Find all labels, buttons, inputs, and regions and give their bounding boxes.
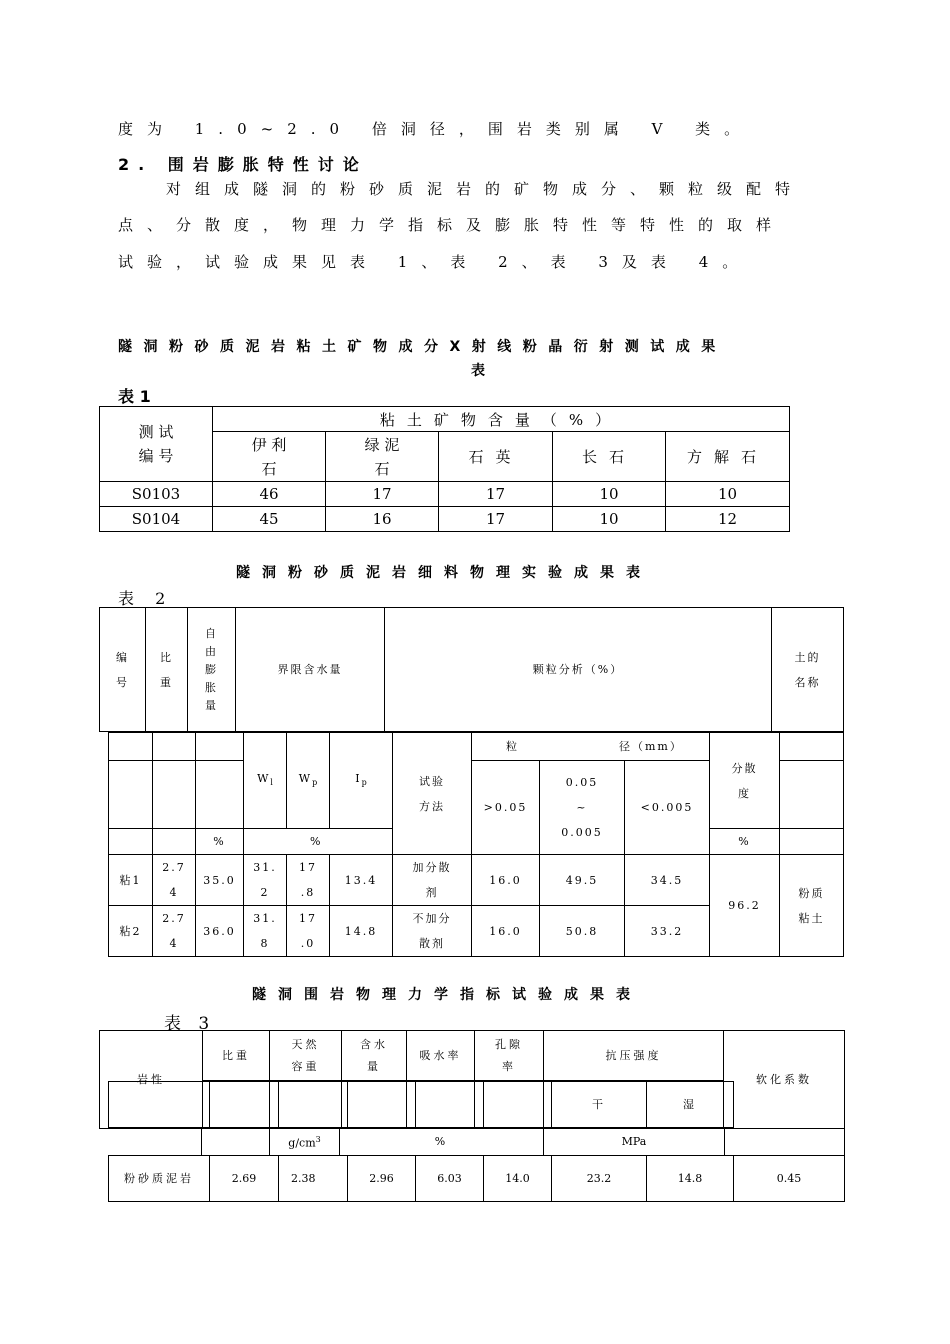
table3-h-soft: 软化系数 [724,1031,845,1129]
table2-cell: 49.5 [540,855,625,906]
table2-h-wp [287,733,330,829]
table2-cell: 50.8 [540,906,625,957]
table1-cell: S0104 [100,507,213,532]
table3-cell [279,1082,348,1128]
cell-text: 4 [169,886,179,899]
table2-h-grain: 颗粒分析（%） [385,608,772,732]
table3-cell [348,1082,416,1128]
table3-cell: 14.8 [647,1156,734,1202]
table1-cell: 10 [553,482,666,507]
header-text: 名称 [794,675,821,689]
table1-col-header: 长石 [553,432,666,482]
table2-cell: 36.0 [196,906,244,957]
header-text: 径（mm） [619,740,683,753]
table2-h-grain-size [472,733,710,761]
table3-cell [109,1082,210,1128]
header-text: 量 [205,698,218,712]
header-text: 伊 利 [251,435,287,454]
table2-h-disp [710,733,780,829]
table2-cell [393,855,472,906]
header-text: 方法 [419,799,445,813]
cell-text: 粘土 [798,911,825,925]
table3-units [201,1128,845,1156]
table3-h-sg: 比重 [203,1031,270,1081]
table3-unit: MPa [544,1129,725,1156]
table1-cell: 16 [326,507,439,532]
header-text: 孔隙 [495,1037,523,1051]
table2-h-g3: <0.005 [625,761,710,855]
table3-body [108,1155,845,1202]
table2-cell [153,855,196,906]
table3-h-rock: 岩性 [100,1031,203,1129]
table1-cell: 45 [213,507,326,532]
table3-h-water [342,1031,407,1081]
table1-col-header [213,432,326,482]
table1-label: 表 1 [118,387,151,406]
table2-cell [244,855,287,906]
unit-text: g/cm [288,1136,316,1150]
table2-unit: % [244,829,393,855]
table2-h-sg [146,608,188,732]
cell-text: 剂 [425,886,439,899]
table2-cell: 16.0 [472,906,540,957]
table3-h-absorb: 吸水率 [407,1031,475,1081]
header-text: 测 试 [138,423,174,441]
header-text: 容重 [291,1059,320,1073]
table2-cell: 34.5 [625,855,710,906]
table2-body [108,732,844,957]
table2-cell [153,829,196,855]
cell-text: 17 [299,861,317,874]
table2-h-num [100,608,146,732]
header-text: 试验 [419,774,445,788]
table2-h-g1: >0.05 [472,761,540,855]
table1-cell: 17 [326,482,439,507]
table2-header [99,607,844,732]
header-text: W [257,771,271,785]
paragraph-line: 点、分散度，物理力学指标及膨胀特性等特性的取样 [118,216,786,234]
table1-header-id [100,407,213,482]
table2-cell [196,761,244,829]
table2-h-name [772,608,844,732]
table2-h-wl [244,733,287,829]
header-text: 胀 [205,680,218,694]
header-text: 自 [205,626,218,640]
cell-text: 17 [299,912,317,925]
section-heading: 2. 围岩膨胀特性讨论 [118,155,368,174]
header-subscript: p [312,778,318,788]
cell-text: 散剂 [419,937,445,950]
cell-text: 8 [260,937,270,950]
header-text: 分散 [731,761,758,775]
table3-caption: 隧洞围岩物理力学指标试验成果表 [252,987,642,1003]
table3-cell [210,1082,279,1128]
table2-h-g2 [540,761,625,855]
table3-cell: 粉砂质泥岩 [109,1156,210,1202]
header-text: 含水 [360,1037,388,1051]
table2-cell [780,733,844,761]
table3-h-strength: 抗压强度 [544,1031,724,1081]
header-text: 土的 [794,650,821,664]
table3-unit [270,1129,340,1156]
header-subscript: p [361,778,367,788]
table1-col-header: 方解石 [666,432,790,482]
table1 [99,406,790,532]
table3-cell [202,1129,270,1156]
table1-cell: 12 [666,507,790,532]
table1-cell: S0103 [100,482,213,507]
table2-cell [109,733,153,761]
header-text: 号 [116,675,129,689]
header-text: 膨 [205,662,218,676]
table2-cell [153,761,196,829]
table3-h-dry: 干 [552,1082,647,1128]
paragraph-line: 度为 1.0~2.0 倍洞径，围岩类别属 V 类。 [118,120,754,138]
cell-text: .8 [300,886,316,899]
header-text: ~ [576,801,588,814]
table2-label: 表 2 [118,589,174,608]
table2-h-ip [330,733,393,829]
header-text: 编 号 [138,447,174,465]
table1-col-header [326,432,439,482]
table1-cell: 10 [666,482,790,507]
table2-unit: % [196,829,244,855]
table1-cell: 17 [439,507,553,532]
table2-unit: % [710,829,780,855]
table1-col-header: 石英 [439,432,553,482]
table1-cell: 17 [439,482,553,507]
table2-cell [287,906,330,957]
table2-cell: 粘2 [109,906,153,957]
table3-cell: 6.03 [416,1156,484,1202]
cell-text: 31. [253,861,277,874]
header-text: 0.05 [565,776,599,789]
header-text: I [355,771,362,785]
header-text: 0.005 [561,826,603,839]
table2-cell [109,829,153,855]
table2-cell [287,855,330,906]
table1-cell: 46 [213,482,326,507]
table2-cell: 13.4 [330,855,393,906]
table2-h-free [188,608,236,732]
cell-text: 粉质 [798,886,825,900]
table2-caption: 隧洞粉砂质泥岩细料物理实验成果表 [236,565,652,581]
table2-cell [244,906,287,957]
cell-text: .0 [300,937,316,950]
header-text: 编 [116,650,129,664]
table3-unit: % [340,1129,544,1156]
table3-cell: 14.0 [484,1156,552,1202]
table3-cell: 0.45 [734,1156,845,1202]
header-text: 量 [367,1059,381,1073]
table2-cell: 16.0 [472,855,540,906]
table2-soil-name [780,855,844,957]
table2-dispersion: 96.2 [710,855,780,957]
table1-caption-cont: 表 [471,363,495,379]
table1-header-group: 粘土矿物含量（%） [213,407,790,432]
unit-superscript: 3 [315,1135,321,1144]
cell-text: 加分散 [412,861,452,874]
header-text: 石 [261,459,277,478]
cell-text: 31. [253,912,277,925]
table2-cell [780,829,844,855]
table3-cell [416,1082,484,1128]
cell-text: 不加分 [412,912,452,925]
table3-h-density [270,1031,342,1081]
header-subscript: l [270,778,273,788]
table2-cell [780,761,844,829]
table2-h-method [393,733,472,855]
table2-cell [109,761,153,829]
table2-cell: 35.0 [196,855,244,906]
table3-h-porosity [475,1031,544,1081]
header-text: 绿 泥 [364,435,400,454]
cell-text: 2.7 [162,912,186,925]
table1-caption: 隧洞粉砂质泥岩粘土矿物成分X射线粉晶衍射测试成果 [118,339,727,355]
table2-cell: 33.2 [625,906,710,957]
table2-h-limit: 界限含水量 [236,608,385,732]
header-text: 比 [160,650,173,664]
cell-text: 2 [260,886,270,899]
table3-cell: 23.2 [552,1156,647,1202]
table2-cell: 14.8 [330,906,393,957]
header-text: 粒 [506,740,519,753]
header-text: 率 [502,1059,516,1073]
header-text: 天然 [291,1037,320,1051]
paragraph-line: 试验，试验成果见表 1、表 2、表 3及表 4。 [118,253,752,271]
table3-cell: 2.69 [210,1156,279,1202]
table3-cell: 2.96 [348,1156,416,1202]
cell-text: 2.7 [162,861,186,874]
header-text: W [298,771,313,785]
table2-cell [153,906,196,957]
header-text: 由 [205,644,218,658]
table3-h-wet: 湿 [647,1082,734,1128]
header-text: 重 [160,675,173,689]
header-text: 石 [374,459,390,478]
table1-cell: 10 [553,507,666,532]
table3-cell: 2.38 [279,1156,348,1202]
table3-cell [484,1082,552,1128]
table2-cell [196,733,244,761]
table3-cell [725,1129,845,1156]
table3-subheader [108,1081,734,1128]
paragraph-line: 对组成隧洞的粉砂质泥岩的矿物成分、颗粒级配特 [166,180,805,198]
table2-cell: 粘1 [109,855,153,906]
header-text: 度 [738,786,751,800]
table2-cell [153,733,196,761]
table3-label: 表 3 [164,1014,216,1034]
table2-cell [393,906,472,957]
cell-text: 4 [169,937,179,950]
